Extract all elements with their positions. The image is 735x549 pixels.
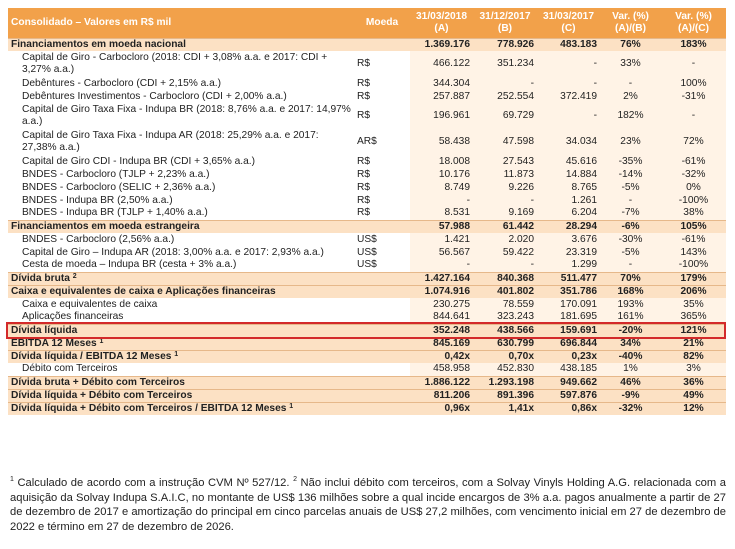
row-value-c: 1.299: [537, 259, 600, 272]
row-label: [8, 272, 354, 285]
row-currency: [354, 324, 410, 337]
row-var-ac: 365%: [661, 311, 726, 324]
footnote-ref: 1: [174, 350, 179, 358]
row-label: [8, 402, 354, 415]
row-var-ac: 100%: [661, 77, 726, 90]
table-row: [8, 38, 726, 51]
table-row: [8, 246, 726, 259]
row-currency: [354, 376, 410, 389]
row-value-a: 1.886.122: [410, 376, 473, 389]
row-var-ac: 38%: [661, 207, 726, 220]
row-label-text: Debêntures - Carbocloro (CDI + 2,15% a.a.): [22, 77, 222, 89]
row-var-ac: 143%: [661, 246, 726, 259]
row-currency: [354, 389, 410, 402]
table-row: [8, 311, 726, 324]
header-col-b: 31/12/2017 (B): [473, 8, 537, 38]
row-value-a: 845.169: [410, 337, 473, 350]
row-var-ab: 70%: [600, 272, 661, 285]
row-value-b: 9.169: [473, 207, 537, 220]
row-label-text: Capital de Giro CDI - Indupa BR (CDI + 3,65% a.a.): [22, 155, 255, 167]
row-var-ab: -6%: [600, 220, 661, 233]
row-value-a: 230.275: [410, 298, 473, 311]
row-value-c: 438.185: [537, 363, 600, 376]
row-label-text: Caixa e equivalentes de caixa e Aplicações financeiras: [11, 285, 276, 297]
row-var-ac: -32%: [661, 168, 726, 181]
footnote-marker-1: 1: [10, 476, 14, 483]
row-label: [8, 181, 354, 194]
row-currency: R$: [354, 103, 410, 129]
row-value-a: 8.749: [410, 181, 473, 194]
row-var-ab: 1%: [600, 363, 661, 376]
table-row: [8, 207, 726, 220]
row-var-ac: -: [661, 51, 726, 77]
row-label: [8, 285, 354, 298]
row-value-a: 0,42x: [410, 350, 473, 363]
row-currency: [354, 402, 410, 415]
row-var-ab: -30%: [600, 233, 661, 246]
row-label-text: Dívida líquida + Débito com Terceiros: [11, 389, 193, 401]
row-value-c: 28.294: [537, 220, 600, 233]
row-var-ac: -61%: [661, 155, 726, 168]
row-value-b: -: [473, 259, 537, 272]
row-label-text: Financiamentos em moeda estrangeira: [11, 220, 200, 232]
row-label-text: BNDES - Indupa BR (2,50% a.a.): [22, 194, 173, 206]
row-label-text: BNDES - Carbocloro (2,56% a.a.): [22, 233, 175, 245]
row-var-ab: -7%: [600, 207, 661, 220]
table-row: [8, 298, 726, 311]
row-currency: R$: [354, 90, 410, 103]
row-value-a: -: [410, 194, 473, 207]
row-var-ab: -5%: [600, 246, 661, 259]
row-var-ab: 33%: [600, 51, 661, 77]
row-label: [8, 207, 354, 220]
row-var-ab: 76%: [600, 38, 661, 51]
row-value-c: 23.319: [537, 246, 600, 259]
row-var-ab: 168%: [600, 285, 661, 298]
debt-table: [8, 8, 726, 415]
row-var-ac: 121%: [661, 324, 726, 337]
row-var-ac: -61%: [661, 233, 726, 246]
row-value-c: -: [537, 51, 600, 77]
row-label: [8, 129, 354, 155]
row-value-c: -: [537, 77, 600, 90]
row-var-ac: 72%: [661, 129, 726, 155]
header-col-var-ac: Var. (%) (A)/(C): [661, 8, 726, 38]
row-currency: [354, 337, 410, 350]
row-label: [8, 389, 354, 402]
table-row: [8, 129, 726, 155]
row-value-a: 344.304: [410, 77, 473, 90]
row-currency: [354, 350, 410, 363]
row-value-c: 597.876: [537, 389, 600, 402]
row-label-text: Débito com Terceiros: [22, 363, 118, 375]
row-var-ac: 179%: [661, 272, 726, 285]
row-value-b: 252.554: [473, 90, 537, 103]
row-var-ab: -20%: [600, 324, 661, 337]
row-value-a: 458.958: [410, 363, 473, 376]
table-row: [8, 376, 726, 389]
table-body: [8, 38, 726, 415]
row-label-text: BNDES - Indupa BR (TJLP + 1,40% a.a.): [22, 207, 208, 219]
row-value-b: 891.396: [473, 389, 537, 402]
row-label-text: Dívida bruta: [11, 272, 70, 284]
row-label: [8, 350, 354, 363]
row-currency: [354, 38, 410, 51]
row-currency: R$: [354, 181, 410, 194]
row-value-b: 438.566: [473, 324, 537, 337]
row-currency: R$: [354, 194, 410, 207]
row-label-text: Caixa e equivalentes de caixa: [22, 298, 158, 310]
row-var-ac: -100%: [661, 259, 726, 272]
row-value-b: 351.234: [473, 51, 537, 77]
table-row: [8, 181, 726, 194]
row-value-b: 401.802: [473, 285, 537, 298]
row-label-text: BNDES - Carbocloro (TJLP + 2,23% a.a.): [22, 168, 210, 180]
row-value-a: 58.438: [410, 129, 473, 155]
row-label-text: Capital de Giro – Indupa AR (2018: 3,00% a.a. e 2017: 2,93% a.a.): [22, 246, 324, 258]
row-currency: R$: [354, 51, 410, 77]
table-row: [8, 350, 726, 363]
row-value-b: 61.442: [473, 220, 537, 233]
row-var-ab: -9%: [600, 389, 661, 402]
row-value-a: 10.176: [410, 168, 473, 181]
row-label-text: BNDES - Carbocloro (SELIC + 2,36% a.a.): [22, 181, 216, 193]
row-value-c: 6.204: [537, 207, 600, 220]
row-currency: [354, 363, 410, 376]
row-var-ab: 46%: [600, 376, 661, 389]
row-value-b: 9.226: [473, 181, 537, 194]
row-value-c: 351.786: [537, 285, 600, 298]
row-label: [8, 259, 354, 272]
row-var-ac: 35%: [661, 298, 726, 311]
footnote-marker-2: 2: [293, 476, 297, 483]
row-currency: [354, 311, 410, 324]
row-var-ab: -: [600, 259, 661, 272]
row-currency: [354, 220, 410, 233]
row-label: [8, 194, 354, 207]
row-value-b: 1.293.198: [473, 376, 537, 389]
row-value-a: 56.567: [410, 246, 473, 259]
row-label-text: Capital de Giro Taxa Fixa - Indupa BR (2018: 8,76% a.a. e 2017: 14,97% a.a.): [22, 104, 351, 127]
row-var-ac: 82%: [661, 350, 726, 363]
row-value-c: 0,23x: [537, 350, 600, 363]
row-label: [8, 38, 354, 51]
footnote-text-2: Não inclui débito com terceiros, com a Solvay Vinyls Holding A.G. relacionada com a aquisição da Solvay Indupa S.A.I.C, no montante de US$ 136 milhões sobre a qual incide encargos de 3% a.a. pagos anualmente a partir de 27 de dezembro de 2017 e amortização do principal em cinco parcelas anuais de US$ 27,2 milhões, com vencimento inicial em 27 de dezembro de 2022 e término em 27 de dezembro de 2026.: [10, 477, 726, 533]
row-value-b: 840.368: [473, 272, 537, 285]
table-row: [8, 90, 726, 103]
row-label-text: Dívida bruta + Débito com Terceiros: [11, 376, 185, 388]
row-value-c: 8.765: [537, 181, 600, 194]
row-currency: [354, 272, 410, 285]
row-label: [8, 324, 354, 337]
row-var-ac: 36%: [661, 376, 726, 389]
row-var-ab: -32%: [600, 402, 661, 415]
table-row: [8, 337, 726, 350]
row-currency: [354, 298, 410, 311]
row-var-ab: 23%: [600, 129, 661, 155]
row-var-ac: 12%: [661, 402, 726, 415]
row-value-a: 0,96x: [410, 402, 473, 415]
row-var-ac: 0%: [661, 181, 726, 194]
row-label: [8, 220, 354, 233]
table-row: [8, 51, 726, 77]
row-currency: R$: [354, 77, 410, 90]
row-label-text: Dívida líquida / EBITDA 12 Meses: [11, 350, 172, 362]
row-value-a: 8.531: [410, 207, 473, 220]
table-row: [8, 363, 726, 376]
table-row: [8, 220, 726, 233]
row-var-ab: 34%: [600, 337, 661, 350]
row-var-ac: 105%: [661, 220, 726, 233]
row-currency: US$: [354, 259, 410, 272]
row-var-ab: -: [600, 77, 661, 90]
row-label-text: Aplicações financeiras: [22, 311, 124, 323]
header-col-c: 31/03/2017 (C): [537, 8, 600, 38]
table-row: [8, 389, 726, 402]
row-label: [8, 90, 354, 103]
row-value-a: 18.008: [410, 155, 473, 168]
footnote-text-1: Calculado de acordo com a instrução CVM Nº 527/12.: [13, 477, 294, 489]
row-value-a: 811.206: [410, 389, 473, 402]
row-var-ab: -5%: [600, 181, 661, 194]
row-var-ac: 183%: [661, 38, 726, 51]
row-value-b: 323.243: [473, 311, 537, 324]
table-row: [8, 77, 726, 90]
header-col-var-ab: Var. (%) (A)/(B): [600, 8, 661, 38]
header-label: Consolidado – Valores em R$ mil: [8, 8, 354, 38]
row-value-c: 181.695: [537, 311, 600, 324]
row-value-b: -: [473, 77, 537, 90]
row-var-ab: -40%: [600, 350, 661, 363]
table-row: [8, 402, 726, 415]
row-value-b: 11.873: [473, 168, 537, 181]
row-value-c: 483.183: [537, 38, 600, 51]
row-label-text: Dívida líquida: [11, 324, 78, 336]
table-row: [8, 259, 726, 272]
row-value-c: 372.419: [537, 90, 600, 103]
row-label: [8, 155, 354, 168]
row-var-ac: -: [661, 103, 726, 129]
row-var-ab: 161%: [600, 311, 661, 324]
row-value-c: 3.676: [537, 233, 600, 246]
row-var-ac: -100%: [661, 194, 726, 207]
row-label: [8, 298, 354, 311]
table-header: [8, 8, 726, 38]
row-value-a: 352.248: [410, 324, 473, 337]
row-value-a: 1.421: [410, 233, 473, 246]
row-label-text: Dívida líquida + Débito com Terceiros / EBITDA 12 Meses: [11, 402, 287, 414]
row-currency: AR$: [354, 129, 410, 155]
table-row: [8, 233, 726, 246]
header-currency: Moeda: [354, 8, 410, 38]
row-label: [8, 311, 354, 324]
row-value-a: 57.988: [410, 220, 473, 233]
row-value-b: 778.926: [473, 38, 537, 51]
row-value-c: 14.884: [537, 168, 600, 181]
row-var-ab: 193%: [600, 298, 661, 311]
row-value-b: 78.559: [473, 298, 537, 311]
row-value-c: 45.616: [537, 155, 600, 168]
row-value-c: 0,86x: [537, 402, 600, 415]
row-var-ac: -31%: [661, 90, 726, 103]
row-label: [8, 77, 354, 90]
row-value-c: 696.844: [537, 337, 600, 350]
row-value-a: -: [410, 259, 473, 272]
row-value-c: -: [537, 103, 600, 129]
row-var-ab: 182%: [600, 103, 661, 129]
row-value-a: 1.427.164: [410, 272, 473, 285]
row-value-c: 159.691: [537, 324, 600, 337]
row-label-text: EBITDA 12 Meses: [11, 337, 97, 349]
footnote: [10, 476, 726, 534]
table-row: [8, 272, 726, 285]
row-var-ac: 21%: [661, 337, 726, 350]
row-label: [8, 168, 354, 181]
row-value-c: 1.261: [537, 194, 600, 207]
row-var-ab: -: [600, 194, 661, 207]
row-label: [8, 376, 354, 389]
row-currency: [354, 285, 410, 298]
row-value-c: 949.662: [537, 376, 600, 389]
row-value-b: 2.020: [473, 233, 537, 246]
row-value-a: 466.122: [410, 51, 473, 77]
row-label: [8, 337, 354, 350]
row-value-b: 0,70x: [473, 350, 537, 363]
row-var-ab: -14%: [600, 168, 661, 181]
row-label-text: Cesta de moeda – Indupa BR (cesta + 3% a.a.): [22, 259, 237, 271]
row-value-c: 34.034: [537, 129, 600, 155]
row-value-c: 170.091: [537, 298, 600, 311]
row-currency: R$: [354, 207, 410, 220]
row-var-ab: -35%: [600, 155, 661, 168]
row-label: [8, 103, 354, 129]
header-col-a: 31/03/2018 (A): [410, 8, 473, 38]
footnote-ref: 2: [72, 272, 77, 280]
row-value-c: 511.477: [537, 272, 600, 285]
row-label: [8, 51, 354, 77]
row-value-b: 47.598: [473, 129, 537, 155]
footnote-ref: 1: [99, 337, 104, 345]
row-value-b: 27.543: [473, 155, 537, 168]
row-currency: R$: [354, 155, 410, 168]
row-value-b: 452.830: [473, 363, 537, 376]
row-label: [8, 246, 354, 259]
row-label-text: Capital de Giro Taxa Fixa - Indupa AR (2018: 25,29% a.a. e 2017: 27,38% a.a.): [22, 130, 319, 153]
row-value-a: 1.074.916: [410, 285, 473, 298]
table-row: [8, 324, 726, 337]
footnote-ref: 1: [289, 402, 294, 410]
table-row: [8, 285, 726, 298]
row-var-ac: 206%: [661, 285, 726, 298]
row-label: [8, 233, 354, 246]
row-currency: US$: [354, 246, 410, 259]
row-label-text: Capital de Giro - Carbocloro (2018: CDI + 3,08% a.a. e 2017: CDI + 3,27% a.a.): [22, 52, 328, 75]
row-value-a: 257.887: [410, 90, 473, 103]
row-currency: US$: [354, 233, 410, 246]
row-var-ac: 3%: [661, 363, 726, 376]
row-var-ac: 49%: [661, 389, 726, 402]
row-value-b: 69.729: [473, 103, 537, 129]
row-value-a: 1.369.176: [410, 38, 473, 51]
row-var-ab: 2%: [600, 90, 661, 103]
row-value-a: 196.961: [410, 103, 473, 129]
table-row: [8, 168, 726, 181]
table-row: [8, 194, 726, 207]
table-row: [8, 103, 726, 129]
row-value-b: 1,41x: [473, 402, 537, 415]
row-currency: R$: [354, 168, 410, 181]
table-row: [8, 155, 726, 168]
row-label-text: Financiamentos em moeda nacional: [11, 38, 186, 50]
row-label: [8, 363, 354, 376]
row-value-b: -: [473, 194, 537, 207]
row-value-b: 59.422: [473, 246, 537, 259]
row-value-b: 630.799: [473, 337, 537, 350]
row-value-a: 844.641: [410, 311, 473, 324]
row-label-text: Debêntures Investimentos - Carbocloro (CDI + 2,00% a.a.): [22, 90, 287, 102]
